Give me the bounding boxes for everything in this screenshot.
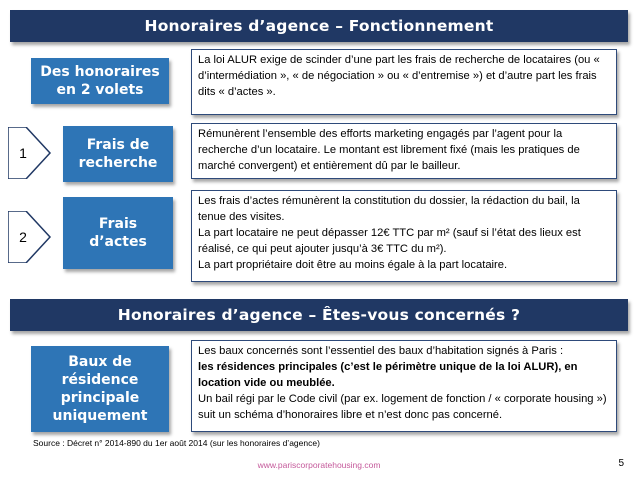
step1-text: Rémunèrent l’ensemble des efforts marketing engagés par l’agent pour la recherche d’un locataire. Le montant est librement fixé (mais les pratiques de marché convergent) et entièrement dû par le bailleur. <box>198 128 580 172</box>
step2-line-1: Les frais d’actes rémunèrent la constitution du dossier, la rédaction du bail, la tenue des visites. <box>198 195 580 223</box>
intro-label-box <box>31 58 169 104</box>
section2-label-box <box>31 346 169 432</box>
intro-label: Des honoraires en 2 volets <box>40 64 160 98</box>
step1-number: 1 <box>19 145 27 161</box>
intro-text-box <box>191 49 617 115</box>
section2-title-banner <box>10 299 628 331</box>
step1-text-box <box>191 123 617 179</box>
step2-label-box <box>63 197 173 269</box>
step2-line-2: La part locataire ne peut dépasser 12€ TTC par m² (sauf si l’état des lieux est réalisé, ce qui peut ajouter jusqu’à 3€ TTC du m²). <box>198 227 581 255</box>
page-number: 5 <box>618 458 624 469</box>
section1-title-banner <box>10 10 628 42</box>
step1-arrow <box>8 127 52 179</box>
step2-text-box <box>191 190 617 282</box>
section2-text-box <box>191 340 617 432</box>
section2-text-end: Un bail régi par le Code civil (par ex. logement de fonction / « corporate housing ») suit un schéma d’honoraires libre et n’est donc pas concerné. <box>198 393 607 421</box>
section2-title: Honoraires d’agence – Êtes-vous concernés ? <box>117 306 521 324</box>
step2-arrow <box>8 211 52 263</box>
step1-label: Frais de recherche <box>78 137 158 171</box>
section2-text-intro: Les baux concernés sont l’essentiel des baux d’habitation signés à Paris : <box>198 345 564 357</box>
step1-label-box <box>63 126 173 182</box>
step2-line-3: La part propriétaire doit être au moins égale à la part locataire. <box>198 259 508 271</box>
section2-text-bold: les résidences principales (c’est le périmètre unique de la loi ALUR), en location vide ou meublée. <box>198 361 578 389</box>
step2-number: 2 <box>19 229 27 245</box>
intro-text: La loi ALUR exige de scinder d’une part les frais de recherche de locataires (ou « d’intermédiation », « de négociation » ou « d’entremise ») et d’autre part les frais dits « d’actes ». <box>198 54 600 98</box>
website-link[interactable]: www.pariscorporatehousing.com <box>257 460 381 470</box>
section2-label: Baux de résidence principale uniquement <box>52 354 148 424</box>
source-note: Source : Décret n° 2014-890 du 1er août 2014 (sur les honoraires d’agence) <box>33 438 320 448</box>
step2-label: Frais d’actes <box>89 216 147 250</box>
section1-title: Honoraires d’agence – Fonctionnement <box>144 17 494 35</box>
